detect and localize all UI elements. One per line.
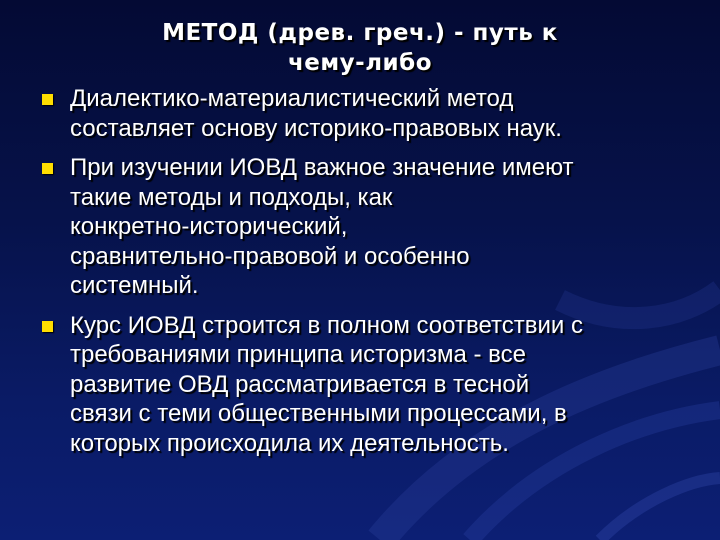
square-bullet-icon	[42, 321, 53, 332]
bullet-item	[40, 311, 700, 459]
slide-title-line-2: чему-либо	[287, 50, 433, 76]
square-bullet-icon	[42, 94, 53, 105]
bullet-text-line: Диалектико-материалистический метод	[70, 85, 514, 112]
bullet-text-line: составляет основу историко-правовых наук.	[70, 114, 562, 142]
bullet-text-line: требованиями принципа историзма - все	[70, 341, 526, 368]
bullet-text-line: связи с теми общественными процессами, в	[70, 400, 567, 427]
bullet-item	[40, 153, 700, 301]
slide-title-line-1: МЕТОД (древ. греч.) - путь к	[162, 20, 558, 46]
bullet-text-line: сравнительно-правовой и особенно	[70, 242, 470, 270]
bullet-text-line: При изучении ИОВД важное значение имеют	[70, 154, 574, 181]
bullet-text-line: развитие ОВД рассматривается в тесной	[70, 370, 530, 398]
square-bullet-icon	[42, 163, 53, 174]
bullet-text-line: которых происходила их деятельность.	[70, 429, 509, 457]
bullet-list	[40, 84, 700, 468]
slide-title	[40, 18, 680, 78]
bullet-text-line: такие методы и подходы, как	[70, 183, 393, 211]
bullet-text-line: системный.	[70, 272, 199, 299]
bullet-item	[40, 84, 700, 143]
bullet-text-line: Курс ИОВД строится в полном соответствии с	[70, 311, 583, 339]
bullet-text-line: конкретно-исторический,	[70, 213, 348, 240]
